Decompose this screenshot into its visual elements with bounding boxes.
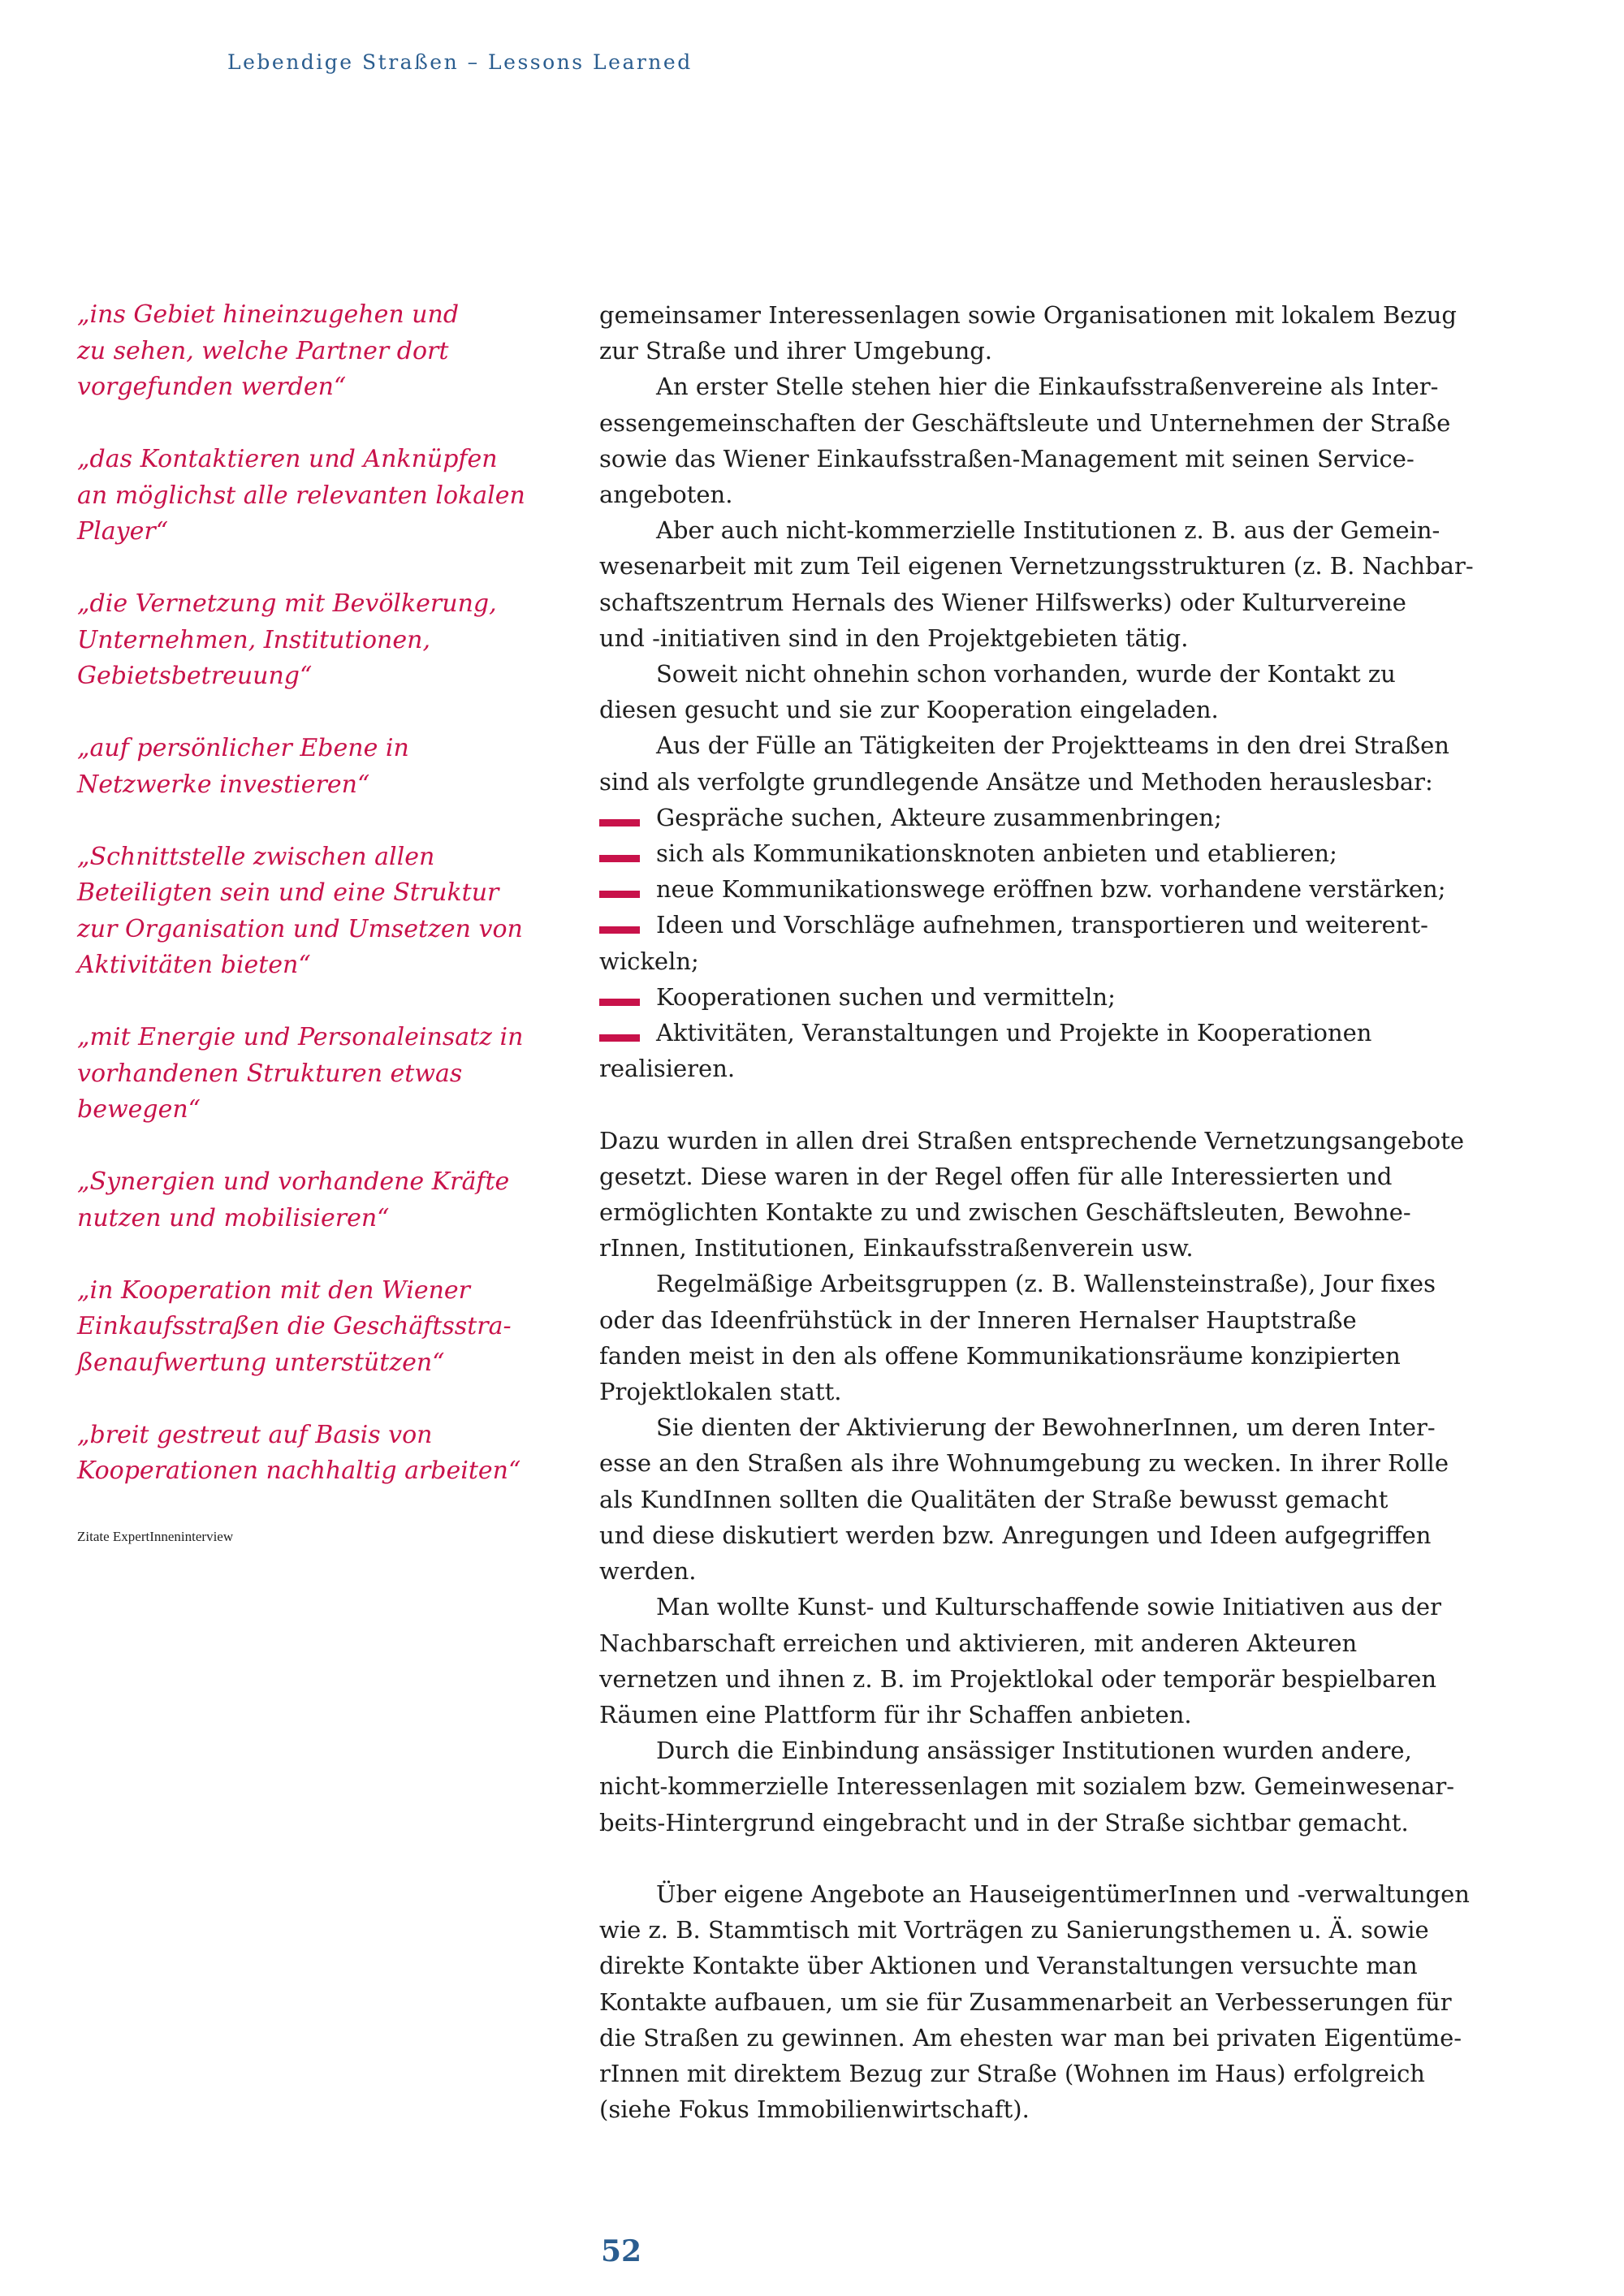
text-line: vernetzen und ihnen z. B. im Projektlokal oder temporär bespielbaren [599,1664,1437,1693]
bullet-text: sich als Kommunikationsknoten anbieten und etablieren; [656,839,1337,868]
expert-quotes [77,297,564,1526]
bullet-item [599,871,1492,907]
text-line: (siehe Fokus Immobilienwirtschaft). [599,2095,1030,2124]
bullet-item [599,1015,1492,1051]
text-line: Über eigene Angebote an HauseigentümerInnen und -verwaltungen [656,1880,1470,1908]
quote: „die Vernetzung mit Bevölkerung, Unternehmen, Institutionen, Gebietsbetreuung“ [77,589,497,690]
quote: „breit gestreut auf Basis von Kooperationen nachhaltig arbeiten“ [77,1420,521,1485]
bullet-text: Aktivitäten, Veranstaltungen und Projekte in Kooperationen [656,1019,1372,1047]
quote: „Synergien und vorhandene Kräfte nutzen und mobilisieren“ [77,1167,510,1232]
bullet-item [599,907,1492,943]
text-line: Man wollte Kunst- und Kulturschaffende sowie Initiativen aus der [656,1593,1441,1621]
text-line: essengemeinschaften der Geschäftsleute und Unternehmen der Straße [599,408,1451,437]
text-line: rInnen mit direktem Bezug zur Straße (Wohnen im Haus) erfolgreich [599,2059,1425,2087]
text-line: Räumen eine Plattform für ihr Schaffen anbieten. [599,1700,1192,1728]
bullet-item [599,979,1492,1015]
text-line: und diese diskutiert werden bzw. Anregungen und Ideen aufgegriffen [599,1521,1432,1549]
text-line: nicht-kommerzielle Interessenlagen mit sozialem bzw. Gemeinwesenar- [599,1772,1455,1801]
quote: „das Kontaktieren und Anknüpfen an möglichst alle relevanten lokalen Player“ [77,445,525,546]
text-line: Soweit nicht ohnehin schon vorhanden, wurde der Kontakt zu [656,660,1396,688]
text-line: angeboten. [599,481,733,509]
text-line: sind als verfolgte grundlegende Ansätze und Methoden herauslesbar: [599,767,1433,796]
text-line: Dazu wurden in allen drei Straßen entsprechende Vernetzungsangebote [599,1126,1465,1154]
text-line: rInnen, Institutionen, Einkaufsstraßenverein usw. [599,1234,1194,1262]
text-line: Durch die Einbindung ansässiger Institutionen wurden andere, [656,1737,1412,1765]
text-line: Aber auch nicht-kommerzielle Institutionen z. B. aus der Gemein- [656,516,1440,545]
text-line: Aus der Fülle an Tätigkeiten der Projektteams in den drei Straßen [656,732,1449,760]
text-line: werden. [599,1557,697,1586]
text-line: gemeinsamer Interessenlagen sowie Organisationen mit lokalem Bezug [599,301,1457,329]
text-line: und -initiativen sind in den Projektgebieten tätig. [599,624,1189,652]
text-line: schaftszentrum Hernals des Wiener Hilfswerks) oder Kulturvereine [599,588,1406,616]
text-line: zur Straße und ihrer Umgebung. [599,337,993,365]
paragraph-gap [599,1086,1492,1122]
bullet-dash-icon [599,891,640,898]
text-line: diesen gesucht und sie zur Kooperation eingeladen. [599,696,1219,724]
text-line: wesenarbeit mit zum Teil eigenen Vernetzungsstrukturen (z. B. Nachbar- [599,552,1474,580]
paragraph-gap [599,1841,1492,1876]
text-line: als KundInnen sollten die Qualitäten der Straße bewusst gemacht [599,1485,1389,1513]
bullet-text: Ideen und Vorschläge aufnehmen, transportieren und weiterent- [656,911,1428,939]
bullet-dash-icon [599,819,640,826]
text-line: Kontakte aufbauen, um sie für Zusammenarbeit an Verbesserungen für [599,1987,1452,2016]
bullet-continuation: realisieren. [599,1055,736,1083]
body-text [599,297,1492,2127]
text-line: sowie das Wiener Einkaufsstraßen-Management mit seinen Service- [599,444,1415,473]
bullet-text: neue Kommunikationswege eröffnen bzw. vorhandene verstärken; [656,875,1446,904]
text-line: Sie dienten der Aktivierung der BewohnerInnen, um deren Inter- [656,1413,1436,1442]
bullet-item [599,835,1492,871]
text-line: An erster Stelle stehen hier die Einkaufsstraßenvereine als Inter- [656,373,1439,401]
bullet-dash-icon [599,855,640,862]
text-line: oder das Ideenfrühstück in der Inneren Hernalser Hauptstraße [599,1306,1357,1334]
quote: „auf persönlicher Ebene in Netzwerke investieren“ [77,734,409,799]
text-line: gesetzt. Diese waren in der Regel offen für alle Interessierten und [599,1162,1393,1190]
bullet-dash-icon [599,1034,640,1042]
bullet-text: Gespräche suchen, Akteure zusammenbringen; [656,803,1222,831]
running-header: Lebendige Straßen – Lessons Learned [227,50,693,74]
bullet-continuation: wickeln; [599,947,699,975]
text-line: Nachbarschaft erreichen und aktivieren, mit anderen Akteuren [599,1629,1358,1657]
text-line: direkte Kontakte über Aktionen und Veranstaltungen versuchte man [599,1952,1418,1980]
quote: „ins Gebiet hineinzugehen und zu sehen, welche Partner dort vorgefunden werden“ [77,300,460,401]
text-line: Projektlokalen statt. [599,1378,842,1406]
text-line: fanden meist in den als offene Kommunikationsräume konzipierten [599,1341,1401,1370]
text-line: beits-Hintergrund eingebracht und in der Straße sichtbar gemacht. [599,1808,1409,1836]
text-line: Regelmäßige Arbeitsgruppen (z. B. Wallensteinstraße), Jour fixes [656,1270,1436,1298]
page-number: 52 [601,2234,642,2268]
quote-source: Zitate ExpertInneninterview [77,1529,234,1544]
quote: „in Kooperation mit den Wiener Einkaufsstraßen die Geschäftsstra- ßenaufwertung unterstützen“ [77,1275,512,1377]
text-line: wie z. B. Stammtisch mit Vorträgen zu Sanierungsthemen u. Ä. sowie [599,1916,1429,1944]
quote: „mit Energie und Personaleinsatz in vorhandenen Strukturen etwas bewegen“ [77,1023,524,1124]
bullet-text: Kooperationen suchen und vermitteln; [656,982,1116,1011]
text-line: ermöglichten Kontakte zu und zwischen Geschäftsleuten, Bewohne- [599,1198,1411,1227]
bullet-dash-icon [599,999,640,1006]
bullet-item [599,800,1492,835]
text-line: esse an den Straßen als ihre Wohnumgebung zu wecken. In ihrer Rolle [599,1449,1449,1478]
text-line: die Straßen zu gewinnen. Am ehesten war man bei privaten Eigentüme- [599,2023,1462,2052]
bullet-dash-icon [599,926,640,934]
quote: „Schnittstelle zwischen allen Beteiligten sein und eine Struktur zur Organisation und Umsetzen von Aktivitäten bieten“ [77,842,523,979]
